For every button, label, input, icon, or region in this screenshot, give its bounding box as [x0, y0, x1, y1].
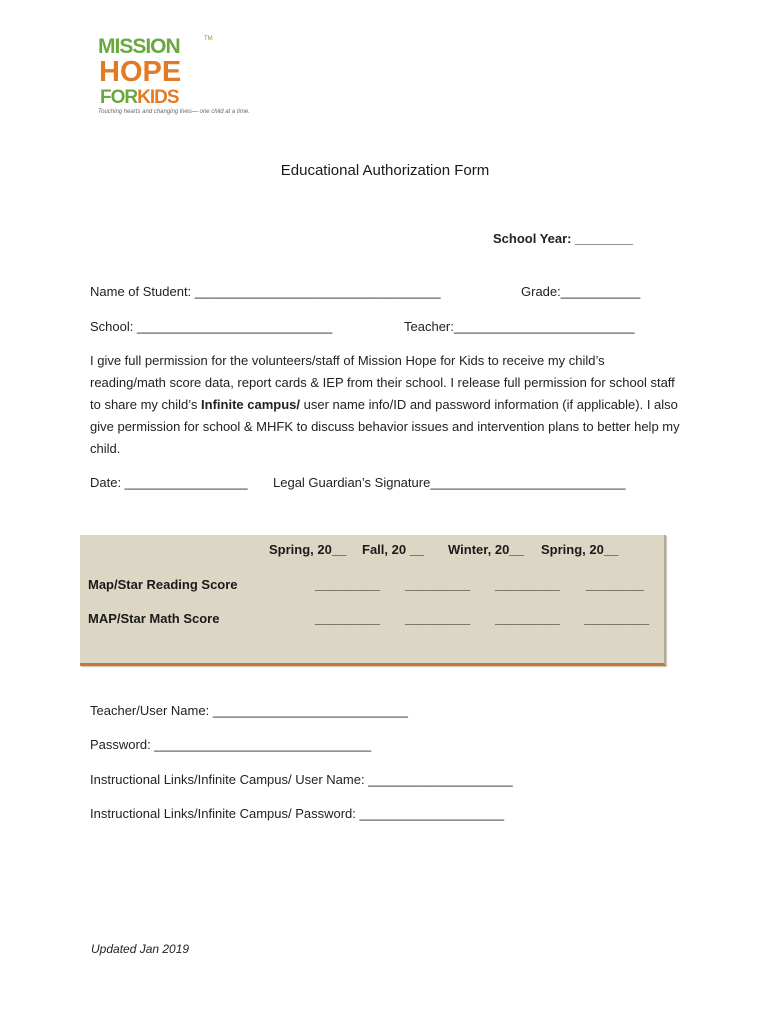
- infinite-campus-user-name-field[interactable]: Instructional Links/Infinite Campus/ User Name: ____________________: [90, 772, 513, 787]
- reading-score-blank[interactable]: ________: [586, 577, 644, 592]
- logo-line-mission: MISSION: [98, 35, 180, 58]
- logo-kids: KIDS: [137, 87, 179, 108]
- row-label-reading: Map/Star Reading Score: [88, 577, 238, 592]
- column-header-winter: Winter, 20__: [448, 542, 524, 557]
- signature-field[interactable]: Legal Guardian’s Signature___________________________: [273, 475, 626, 490]
- teacher-user-name-field[interactable]: Teacher/User Name: ___________________________: [90, 703, 409, 718]
- permission-text-start: I give full permission for the volunteers/staff of Mission Hope for Kids to receive my child’s reading/math score data, report cards & IEP from their school. I release full permission for school staff to share my child’s: [90, 353, 675, 412]
- column-header-spring-2: Spring, 20__: [541, 542, 619, 557]
- password-field[interactable]: Password: ______________________________: [90, 737, 372, 752]
- math-score-blank[interactable]: _________: [405, 611, 471, 626]
- school-field[interactable]: School: ___________________________: [90, 319, 333, 334]
- column-header-spring-1: Spring, 20__: [269, 542, 347, 557]
- logo-for: FOR: [100, 87, 138, 108]
- permission-text-bold: Infinite campus/: [201, 397, 300, 412]
- column-header-fall: Fall, 20 __: [362, 542, 425, 557]
- grade-field[interactable]: Grade:___________: [521, 284, 641, 299]
- reading-score-blank[interactable]: _________: [495, 577, 561, 592]
- permission-paragraph: [90, 350, 680, 460]
- scores-table: [80, 535, 666, 666]
- row-label-math: MAP/Star Math Score: [88, 611, 220, 626]
- logo-trademark: TM: [204, 36, 213, 42]
- reading-score-blank[interactable]: _________: [405, 577, 471, 592]
- logo-line-hope: HOPE: [99, 56, 182, 88]
- student-name-field[interactable]: Name of Student: __________________________________: [90, 284, 441, 299]
- logo-tagline: Touching hearts and changing lives— one child at a time.: [98, 109, 250, 115]
- school-year-field[interactable]: School Year: ________: [493, 231, 633, 246]
- math-score-blank[interactable]: _________: [315, 611, 381, 626]
- date-field[interactable]: Date: _________________: [90, 475, 248, 490]
- teacher-field[interactable]: Teacher:_________________________: [404, 319, 635, 334]
- mission-hope-logo: [98, 34, 250, 124]
- updated-date-footer: Updated Jan 2019: [91, 942, 190, 956]
- math-score-blank[interactable]: _________: [495, 611, 561, 626]
- infinite-campus-password-field[interactable]: Instructional Links/Infinite Campus/ Password: ____________________: [90, 806, 505, 821]
- permission-text-end: user name info/ID and password information (if applicable). I also give permission for school & MHFK to discuss behavior issues and intervention plans to better help my child.: [90, 397, 680, 456]
- reading-score-blank[interactable]: _________: [315, 577, 381, 592]
- logo-line-forkids: [100, 88, 179, 107]
- math-score-blank[interactable]: _________: [584, 611, 650, 626]
- form-title: Educational Authorization Form: [280, 162, 490, 179]
